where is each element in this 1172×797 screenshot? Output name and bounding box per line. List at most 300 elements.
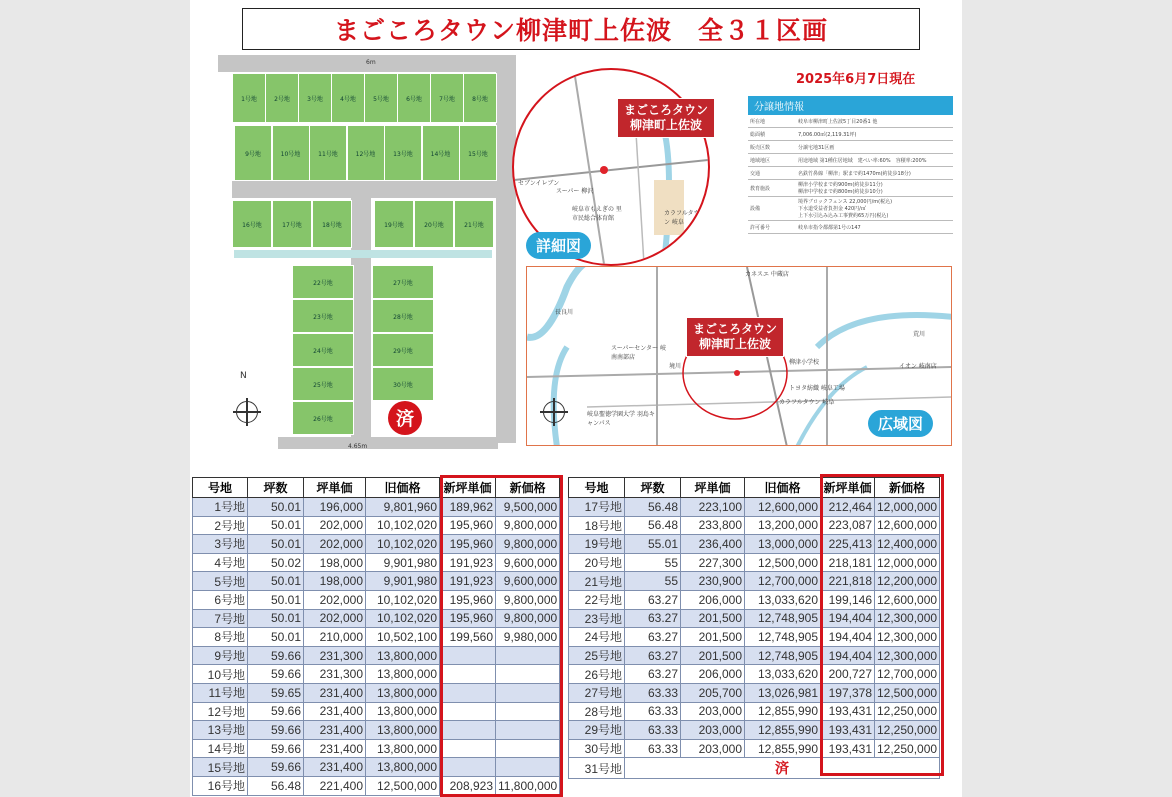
- table-cell: 55: [625, 553, 681, 572]
- table-row: [193, 535, 560, 554]
- table-cell: 191,923: [440, 572, 496, 591]
- table-cell: 50.01: [248, 628, 304, 647]
- table-cell: [440, 721, 496, 740]
- table-row: [193, 646, 560, 665]
- info-table: [748, 115, 953, 234]
- column-header: 旧価格: [745, 478, 821, 498]
- lot-lots_top: 1号地: [232, 73, 266, 123]
- info-value: 分譲宅地31区画: [796, 141, 953, 154]
- table-row: [569, 665, 940, 684]
- table-cell: 202,000: [304, 590, 366, 609]
- lot-lots_row3b: 20号地: [414, 200, 454, 248]
- table-cell: 63.33: [625, 702, 681, 721]
- table-cell: 4号地: [193, 553, 248, 572]
- property-info: [748, 96, 953, 234]
- lot-lots_top: 3号地: [298, 73, 332, 123]
- table-row: [569, 628, 940, 647]
- table-cell: 196,000: [304, 498, 366, 517]
- table-cell: 23号地: [569, 609, 625, 628]
- table-row: [193, 572, 560, 591]
- table-cell: 59.66: [248, 665, 304, 684]
- table-cell: 195,960: [440, 590, 496, 609]
- table-row: [193, 758, 560, 777]
- table-cell: 203,000: [681, 739, 745, 758]
- table-cell: 59.66: [248, 739, 304, 758]
- table-cell: 25号地: [569, 646, 625, 665]
- table-cell: 12,600,000: [745, 498, 821, 517]
- table-cell: 12,600,000: [875, 516, 940, 535]
- place-label: セブンイレブン: [518, 180, 560, 187]
- table-cell: 13,800,000: [366, 702, 440, 721]
- table-cell: 50.02: [248, 553, 304, 572]
- table-cell: 12,200,000: [875, 572, 940, 591]
- table-cell: 203,000: [681, 702, 745, 721]
- table-cell: 9,800,000: [496, 516, 560, 535]
- column-header: 坪数: [625, 478, 681, 498]
- place-label: カラフルタウン 岐阜: [779, 399, 835, 406]
- table-cell: 218,181: [821, 553, 875, 572]
- table-cell: 56.48: [625, 498, 681, 517]
- lot-lots_row3b: 19号地: [374, 200, 414, 248]
- table-cell: 5号地: [193, 572, 248, 591]
- table-cell: [440, 665, 496, 684]
- place-label: イオン 岐南店: [899, 363, 937, 370]
- table-cell: 12,855,990: [745, 739, 821, 758]
- brochure-page: [190, 0, 962, 797]
- table-cell: [440, 739, 496, 758]
- info-row: [748, 154, 953, 167]
- lot-lots_row3a: 16号地: [232, 200, 272, 248]
- table-cell: 230,900: [681, 572, 745, 591]
- table-cell: 63.33: [625, 683, 681, 702]
- table-cell: 12,748,905: [745, 628, 821, 647]
- table-cell: 199,560: [440, 628, 496, 647]
- sold-status: 済: [625, 758, 940, 779]
- table-cell: 26号地: [569, 665, 625, 684]
- table-cell: 9,800,000: [496, 535, 560, 554]
- table-cell: 195,960: [440, 535, 496, 554]
- compass-icon: [543, 401, 565, 423]
- place-label: スーパーセンター 岐南南部店: [611, 345, 666, 361]
- table-cell: 10号地: [193, 665, 248, 684]
- road-center: [351, 197, 371, 445]
- table-cell: 198,000: [304, 553, 366, 572]
- lot-lots_col_right: 28号地: [372, 299, 434, 333]
- table-cell: 13,800,000: [366, 739, 440, 758]
- table-row: [569, 609, 940, 628]
- sold-marker: 済: [388, 401, 422, 435]
- lot-lots_row3a: 17号地: [272, 200, 312, 248]
- column-header: 坪単価: [681, 478, 745, 498]
- table-cell: 29号地: [569, 721, 625, 740]
- table-cell: 193,431: [821, 739, 875, 758]
- table-cell: 12,250,000: [875, 739, 940, 758]
- table-cell: 236,400: [681, 535, 745, 554]
- table-cell: 231,400: [304, 758, 366, 777]
- table-cell: 12,500,000: [875, 683, 940, 702]
- table-cell: [440, 646, 496, 665]
- table-cell: 12,500,000: [745, 553, 821, 572]
- lot-lots_row3b: 21号地: [454, 200, 494, 248]
- place-label: 岐阜市もえぎの 里市民総合体育館: [572, 206, 622, 222]
- table-cell: 12,300,000: [875, 646, 940, 665]
- table-cell: 206,000: [681, 665, 745, 684]
- table-cell: 189,962: [440, 498, 496, 517]
- road-bottom: [278, 437, 498, 449]
- table-cell: 223,100: [681, 498, 745, 517]
- lot-lots_top: 7号地: [430, 73, 464, 123]
- table-cell: 10,102,020: [366, 609, 440, 628]
- table-row: [193, 516, 560, 535]
- waterway: [234, 250, 492, 258]
- north-label: N: [240, 371, 247, 381]
- table-cell: 9,500,000: [496, 498, 560, 517]
- table-cell: 59.66: [248, 646, 304, 665]
- table-cell: 13,000,000: [745, 535, 821, 554]
- table-cell: 9号地: [193, 646, 248, 665]
- table-cell: 225,413: [821, 535, 875, 554]
- wide-map-badge: 広域図: [868, 410, 933, 437]
- road-width-top: 6m: [366, 59, 376, 66]
- table-cell: 9,980,000: [496, 628, 560, 647]
- table-cell: 194,404: [821, 646, 875, 665]
- table-cell: 50.01: [248, 498, 304, 517]
- table-cell: 13,800,000: [366, 683, 440, 702]
- table-cell: 9,600,000: [496, 572, 560, 591]
- table-cell: 199,146: [821, 590, 875, 609]
- info-label: 所在地: [748, 115, 796, 128]
- table-cell: 12,600,000: [875, 590, 940, 609]
- table-cell: 221,818: [821, 572, 875, 591]
- table-cell: 231,400: [304, 702, 366, 721]
- price-table-left: [192, 477, 560, 796]
- table-cell: 63.27: [625, 646, 681, 665]
- info-value: 岐阜市柳津町上佐波5丁目20番1 他: [796, 115, 953, 128]
- column-header: 新価格: [875, 478, 940, 498]
- table-cell: 10,502,100: [366, 628, 440, 647]
- column-header: 坪単価: [304, 478, 366, 498]
- table-cell: 56.48: [625, 516, 681, 535]
- place-label: 長良川: [555, 309, 574, 316]
- table-cell: 9,901,980: [366, 572, 440, 591]
- lot-lots_row2: 14号地: [422, 125, 460, 181]
- table-cell: 59.66: [248, 721, 304, 740]
- info-value: 岐阜市指令都都第1号の147: [796, 221, 953, 234]
- table-cell: 13,800,000: [366, 758, 440, 777]
- lot-lots_col_right: 30号地: [372, 367, 434, 401]
- table-cell: 12,250,000: [875, 721, 940, 740]
- table-cell: 233,800: [681, 516, 745, 535]
- info-row: [748, 197, 953, 221]
- table-cell: 231,300: [304, 646, 366, 665]
- table-cell: 8号地: [193, 628, 248, 647]
- table-cell: 203,000: [681, 721, 745, 740]
- place-label: トヨタ紡織 岐阜工場: [789, 385, 845, 392]
- lot-lots_top: 8号地: [463, 73, 497, 123]
- table-cell: 231,400: [304, 739, 366, 758]
- table-cell: 63.27: [625, 665, 681, 684]
- table-row: [569, 702, 940, 721]
- info-row: [748, 115, 953, 128]
- lot-lots_col_right: 27号地: [372, 265, 434, 299]
- lot-lots_col_left: 23号地: [292, 299, 354, 333]
- table-cell: 59.65: [248, 683, 304, 702]
- table-cell: 202,000: [304, 535, 366, 554]
- table-cell: 12,250,000: [875, 702, 940, 721]
- lot-lots_col_left: 26号地: [292, 401, 354, 435]
- table-cell: 6号地: [193, 590, 248, 609]
- table-cell: 10,102,020: [366, 535, 440, 554]
- table-cell: 227,300: [681, 553, 745, 572]
- table-cell: 193,431: [821, 721, 875, 740]
- table-cell: 12,700,000: [875, 665, 940, 684]
- table-cell: 194,404: [821, 609, 875, 628]
- table-cell: 12,855,990: [745, 721, 821, 740]
- table-cell: 12,700,000: [745, 572, 821, 591]
- table-cell: 9,800,000: [496, 590, 560, 609]
- table-cell: 59.66: [248, 702, 304, 721]
- table-cell: 206,000: [681, 590, 745, 609]
- column-header: 号地: [569, 478, 625, 498]
- site-plan: [216, 55, 516, 453]
- table-cell: 12,748,905: [745, 609, 821, 628]
- table-row: [193, 683, 560, 702]
- info-label: 地域地区: [748, 154, 796, 167]
- table-cell: 231,300: [304, 665, 366, 684]
- table-cell: 9,901,980: [366, 553, 440, 572]
- table-cell: 15号地: [193, 758, 248, 777]
- table-row: [569, 572, 940, 591]
- table-cell: 9,600,000: [496, 553, 560, 572]
- lot-lots_top: 5号地: [364, 73, 398, 123]
- table-cell: 9,801,960: [366, 498, 440, 517]
- table-cell: [496, 721, 560, 740]
- table-cell: [440, 758, 496, 777]
- table-cell: 1号地: [193, 498, 248, 517]
- table-cell: 16号地: [193, 776, 248, 795]
- lot-lots_top: 2号地: [265, 73, 299, 123]
- table-cell: 193,431: [821, 702, 875, 721]
- table-row: [569, 758, 940, 779]
- lot-lots_col_left: 24号地: [292, 333, 354, 367]
- lot-lots_col_left: 25号地: [292, 367, 354, 401]
- table-cell: 197,378: [821, 683, 875, 702]
- table-cell: 19号地: [569, 535, 625, 554]
- table-cell: [496, 646, 560, 665]
- table-cell: 12,748,905: [745, 646, 821, 665]
- table-cell: 212,464: [821, 498, 875, 517]
- table-cell: 12,855,990: [745, 702, 821, 721]
- place-label: 荒川: [913, 331, 926, 338]
- table-cell: 13号地: [193, 721, 248, 740]
- table-row: [569, 516, 940, 535]
- table-row: [193, 590, 560, 609]
- table-cell: 50.01: [248, 590, 304, 609]
- price-table-right: [568, 477, 940, 779]
- lot-lots_row2: 10号地: [272, 125, 310, 181]
- table-cell: 17号地: [569, 498, 625, 517]
- info-row: [748, 180, 953, 197]
- table-cell: [496, 702, 560, 721]
- table-cell: 194,404: [821, 628, 875, 647]
- table-cell: 13,033,620: [745, 665, 821, 684]
- table-cell: [496, 758, 560, 777]
- table-cell: 59.66: [248, 758, 304, 777]
- table-cell: 12,400,000: [875, 535, 940, 554]
- info-row: [748, 221, 953, 234]
- table-cell: [496, 683, 560, 702]
- table-row: [569, 553, 940, 572]
- table-cell: 30号地: [569, 739, 625, 758]
- table-row: [193, 553, 560, 572]
- column-header: 旧価格: [366, 478, 440, 498]
- table-cell: 12,300,000: [875, 609, 940, 628]
- table-cell: 14号地: [193, 739, 248, 758]
- table-cell: 201,500: [681, 609, 745, 628]
- table-cell: 10,102,020: [366, 516, 440, 535]
- table-cell: 50.01: [248, 516, 304, 535]
- info-label: 総面積: [748, 128, 796, 141]
- table-cell: 11号地: [193, 683, 248, 702]
- table-cell: 28号地: [569, 702, 625, 721]
- table-cell: 20号地: [569, 553, 625, 572]
- table-row: [569, 498, 940, 517]
- lot-lots_col_right: 29号地: [372, 333, 434, 367]
- table-cell: 13,033,620: [745, 590, 821, 609]
- table-cell: 10,102,020: [366, 590, 440, 609]
- table-cell: 205,700: [681, 683, 745, 702]
- table-row: [193, 498, 560, 517]
- table-cell: 22号地: [569, 590, 625, 609]
- table-row: [569, 721, 940, 740]
- table-cell: 13,200,000: [745, 516, 821, 535]
- table-cell: 208,923: [440, 776, 496, 795]
- table-cell: 63.33: [625, 739, 681, 758]
- table-cell: 202,000: [304, 516, 366, 535]
- table-cell: 231,400: [304, 721, 366, 740]
- compass-icon: [236, 401, 258, 423]
- table-row: [569, 683, 940, 702]
- table-cell: 55: [625, 572, 681, 591]
- table-cell: 2号地: [193, 516, 248, 535]
- column-header: 新坪単価: [821, 478, 875, 498]
- table-cell: 195,960: [440, 609, 496, 628]
- table-cell: 13,800,000: [366, 665, 440, 684]
- place-label: スーパー 柳沢: [556, 188, 594, 195]
- column-header: 新価格: [496, 478, 560, 498]
- table-cell: [496, 665, 560, 684]
- table-cell: 195,960: [440, 516, 496, 535]
- road-middle: [232, 181, 498, 198]
- road-width-bottom: 4.65m: [348, 443, 368, 450]
- lot-lots_row2: 11号地: [309, 125, 347, 181]
- table-cell: 223,087: [821, 516, 875, 535]
- info-label: 設備: [748, 197, 796, 221]
- info-label: 許可番号: [748, 221, 796, 234]
- table-row: [569, 590, 940, 609]
- table-row: [569, 739, 940, 758]
- info-row: [748, 128, 953, 141]
- table-cell: 63.27: [625, 609, 681, 628]
- table-cell: 198,000: [304, 572, 366, 591]
- table-row: [569, 535, 940, 554]
- info-value: 名鉄竹鼻線「柳津」駅まで約1470m(約徒歩18分): [796, 167, 953, 180]
- table-cell: 18号地: [569, 516, 625, 535]
- info-label: 交通: [748, 167, 796, 180]
- lot-lots_row3a: 18号地: [312, 200, 352, 248]
- table-cell: 210,000: [304, 628, 366, 647]
- place-label: 境川: [669, 363, 682, 370]
- info-value: 柳津小学校まで約900m(約徒歩11分) 柳津中学校まで約800m(約徒歩10分): [796, 180, 953, 197]
- table-cell: 50.01: [248, 609, 304, 628]
- table-row: [193, 721, 560, 740]
- table-cell: 231,400: [304, 683, 366, 702]
- lot-lots_row2: 12号地: [347, 125, 385, 181]
- info-value: 用途地域 第1種住居地域 建ぺい率:60% 容積率:200%: [796, 154, 953, 167]
- table-cell: 63.33: [625, 721, 681, 740]
- table-cell: 3号地: [193, 535, 248, 554]
- column-header: 号地: [193, 478, 248, 498]
- table-cell: [440, 683, 496, 702]
- detail-map-callout: まごころタウン 柳津町上佐波: [617, 98, 715, 138]
- table-cell: 56.48: [248, 776, 304, 795]
- table-cell: 201,500: [681, 646, 745, 665]
- table-cell: 221,400: [304, 776, 366, 795]
- table-row: [193, 665, 560, 684]
- table-cell: [440, 702, 496, 721]
- road-right: [496, 55, 516, 443]
- table-cell: 13,800,000: [366, 646, 440, 665]
- table-cell: 63.27: [625, 628, 681, 647]
- info-header: 分譲地情報: [748, 96, 953, 115]
- info-value: 境界ブロックフェンス 22,000円/m(税込) 下水道受益者負担金 420円/㎡ 上下水引込み込み工事費約65万円(税込): [796, 197, 953, 221]
- table-cell: 55.01: [625, 535, 681, 554]
- table-cell: 12,300,000: [875, 628, 940, 647]
- table-row: [193, 702, 560, 721]
- table-cell: 13,800,000: [366, 721, 440, 740]
- place-label: カラフルタウン 岐阜: [664, 210, 700, 226]
- column-header: 新坪単価: [440, 478, 496, 498]
- info-row: [748, 141, 953, 154]
- table-cell: 27号地: [569, 683, 625, 702]
- lot-lots_row2: 9号地: [234, 125, 272, 181]
- table-cell: 12,000,000: [875, 498, 940, 517]
- table-row: [193, 776, 560, 795]
- column-header: 坪数: [248, 478, 304, 498]
- info-value: 7,006.00㎡(2,119.31坪): [796, 128, 953, 141]
- table-cell: 12,000,000: [875, 553, 940, 572]
- table-cell: 12号地: [193, 702, 248, 721]
- lot-lots_top: 6号地: [397, 73, 431, 123]
- info-label: 教育施設: [748, 180, 796, 197]
- place-label: カネスエ 中蔵店: [745, 271, 789, 278]
- table-cell: 201,500: [681, 628, 745, 647]
- table-cell: [496, 739, 560, 758]
- table-cell: 11,800,000: [496, 776, 560, 795]
- table-cell: 200,727: [821, 665, 875, 684]
- table-cell: 50.01: [248, 572, 304, 591]
- lot-lots_row2: 13号地: [384, 125, 422, 181]
- place-label: 境川: [664, 252, 677, 259]
- table-cell: 191,923: [440, 553, 496, 572]
- table-cell: 63.27: [625, 590, 681, 609]
- lot-lots_top: 4号地: [331, 73, 365, 123]
- table-cell: 31号地: [569, 758, 625, 779]
- detail-map-badge: 詳細図: [526, 232, 591, 259]
- table-cell: 12,500,000: [366, 776, 440, 795]
- place-label: 柳津小学校: [789, 359, 820, 366]
- wide-map-callout: まごころタウン 柳津町上佐波: [686, 317, 784, 357]
